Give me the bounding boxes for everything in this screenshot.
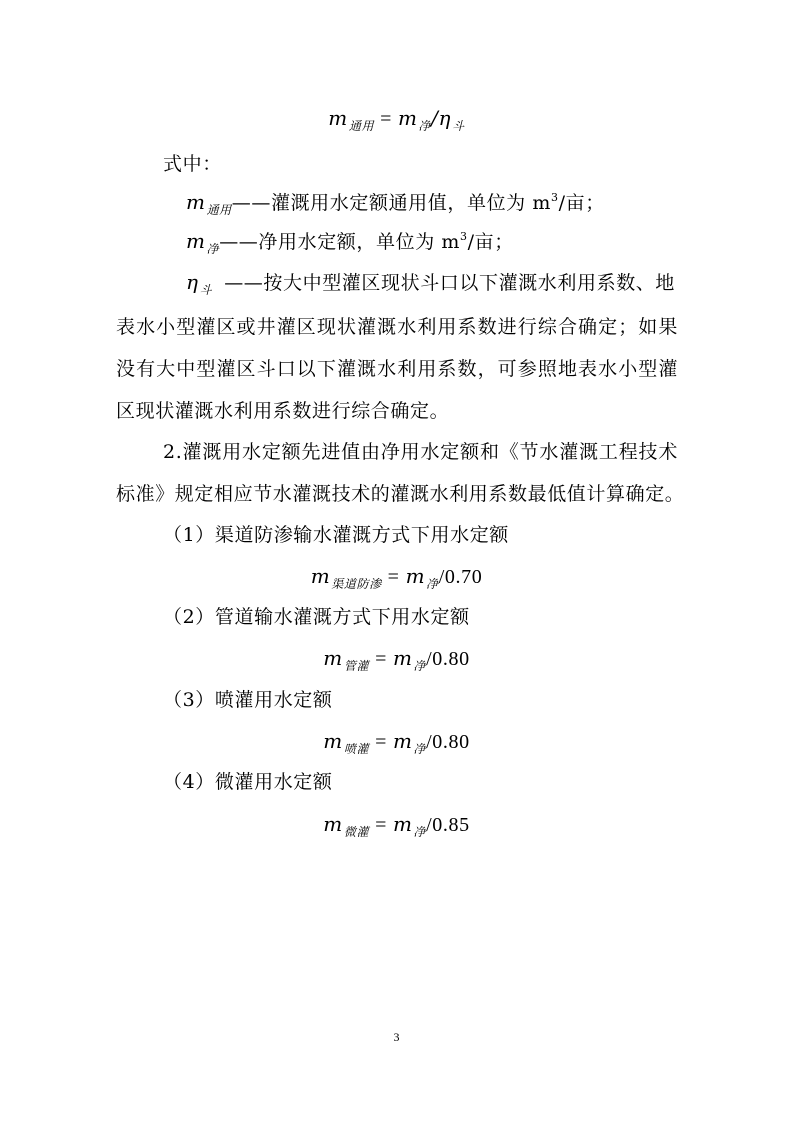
formula-var: m [310,564,331,588]
formula-value: /0.80 [426,731,470,753]
item-heading: （4）微灌用水定额 [163,771,333,793]
def-subscript: 斗 [199,283,213,297]
item-formula [0,812,793,839]
formula-var: m [328,106,348,130]
def-eta: η [186,270,199,294]
item-formula [0,646,793,673]
def-text: ——净用水定额，单位为 m [219,231,461,253]
def-subscript: 通用 [206,203,232,217]
formula-eta: η [438,106,452,130]
formula-var: m [323,646,343,670]
formula-subscript: 斗 [452,119,465,133]
formula-subscript: 微灌 [343,825,370,839]
formula-subscript: 管灌 [343,659,370,673]
formula-subscript: 净 [426,577,439,591]
paragraph-line: 没有大中型灌区斗口以下灌溉水利用系数，可参照地表水小型灌 [116,358,678,380]
formula-var: m [323,812,343,836]
formula-equals: = [375,731,387,753]
formula-var: m [323,729,343,753]
formula-var: m [392,646,413,670]
formula-var: m [392,729,413,753]
paragraph-line: 标准》规定相应节水灌溉技术的灌溉水利用系数最低值计算确定。 [116,483,685,505]
formula-var: m [397,106,418,130]
def-unit: /亩； [558,192,605,214]
formula-subscript: 通用 [348,119,375,133]
item-heading: （3）喷灌用水定额 [163,689,333,711]
def-var: m [186,229,206,253]
formula-subscript: 净 [413,659,427,673]
formula-main [0,106,793,133]
def-text: ——灌溉用水定额通用值，单位为 m [231,192,552,214]
definition-net [186,229,514,257]
page-number: 3 [393,1030,400,1044]
formula-var: m [392,812,413,836]
formula-var: m [405,564,426,588]
def-text: ——按大中型灌区现状斗口以下灌溉水利用系数、地 [224,272,676,294]
definition-general [186,190,605,218]
definition-eta [186,270,675,297]
formula-subscript: 渠道防渗 [331,577,382,591]
formula-subscript: 净 [418,119,432,133]
def-superscript: 3 [551,191,559,204]
def-unit: /亩； [467,231,514,253]
item-heading: （1）渠道防渗输水灌溉方式下用水定额 [163,524,509,546]
formula-value: /0.80 [426,648,470,670]
def-var: m [186,190,206,214]
formula-slash: / [431,106,439,130]
formula-value: /0.85 [426,814,470,836]
item-heading: （2）管道输水灌溉方式下用水定额 [163,606,470,628]
where-label: 式中： [163,153,222,175]
item-formula [0,729,793,756]
formula-subscript: 喷灌 [343,742,370,756]
paragraph-line: 表水小型灌区或井灌区现状灌溉水利用系数进行综合确定；如果 [116,316,678,338]
formula-equals: = [380,108,392,130]
formula-equals: = [387,566,400,588]
def-subscript: 净 [206,242,220,256]
formula-equals: = [375,648,387,670]
def-superscript: 3 [460,230,468,243]
paragraph-line: 2.灌溉用水定额先进值由净用水定额和《节水灌溉工程技术 [163,441,678,463]
item-formula [0,564,793,591]
paragraph-line: 区现状灌溉水利用系数进行综合确定。 [116,400,450,422]
formula-value: /0.70 [438,566,483,588]
formula-equals: = [375,814,387,836]
formula-subscript: 净 [413,825,427,839]
formula-subscript: 净 [413,742,427,756]
